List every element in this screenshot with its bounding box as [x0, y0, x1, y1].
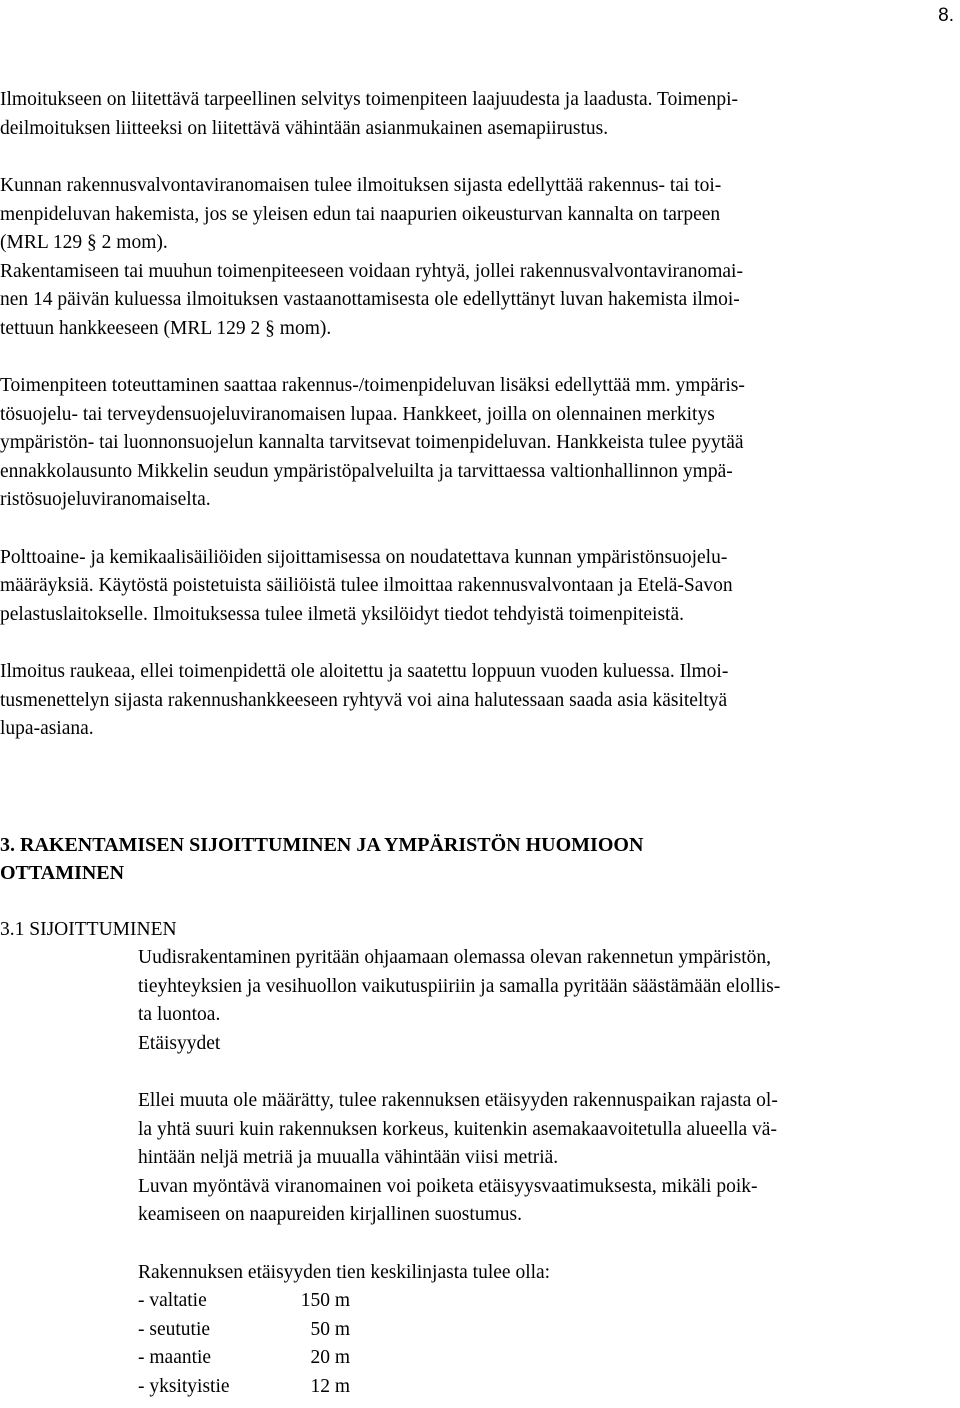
- text-line: (MRL 129 § 2 mom).: [0, 232, 168, 253]
- text-line: keamiseen on naapureiden kirjallinen suostumus.: [138, 1204, 522, 1225]
- text-line: ympäristön- tai luonnonsuojelun kannalta tarvitsevat toimenpideluvan. Hankkeista tulee pyytää: [0, 432, 744, 453]
- distances-label: Etäisyydet: [138, 1032, 221, 1054]
- list-item: [138, 1316, 952, 1345]
- section-heading: [0, 831, 952, 888]
- road-distance: 50 m: [310, 1318, 350, 1340]
- road-distance-intro: Rakennuksen etäisyyden tien keskilinjasta tulee olla:: [138, 1261, 551, 1283]
- text-line: Uudisrakentaminen pyritään ohjaamaan olemassa olevan rakennetun ympäristön,: [138, 947, 771, 968]
- text-line: ristösuojeluviranomaiselta.: [0, 489, 211, 510]
- heading-line: 3. RAKENTAMISEN SIJOITTUMINEN JA YMPÄRISTÖN HUOMIOON: [0, 833, 644, 856]
- text-line: la yhtä suuri kuin rakennuksen korkeus, kuitenkin asemakaavoitetulla alueella vä-: [138, 1118, 777, 1140]
- text-line: Ellei muuta ole määrätty, tulee rakennuksen etäisyyden rakennuspaikan rajasta ol-: [138, 1090, 778, 1111]
- heading-line: OTTAMINEN: [0, 862, 125, 884]
- text-line: Rakentamiseen tai muuhun toimenpiteeseen voidaan ryhtyä, jollei rakennusvalvontaviranomai-: [0, 260, 743, 282]
- paragraph-expiry: [0, 658, 952, 744]
- paragraph-distances: [138, 1087, 952, 1230]
- page-number: 8.: [938, 5, 954, 26]
- paragraph-siting: [138, 944, 952, 1030]
- road-type: - maantie: [138, 1347, 212, 1368]
- paragraph-attachments: [0, 86, 952, 143]
- paragraph-permit-requirement: [0, 172, 952, 343]
- paragraph-tanks: [0, 544, 952, 630]
- text-line: Toimenpiteen toteuttaminen saattaa rakennus-/toimenpideluvan lisäksi edellyttää mm. ympäris-: [0, 375, 745, 396]
- list-item: [138, 1344, 952, 1373]
- road-distance: 20 m: [310, 1347, 350, 1368]
- text-line: Polttoaine- ja kemikaalisäiliöiden sijoittamisessa on noudatettava kunnan ympäristönsuojelu-: [0, 546, 728, 568]
- text-line: tösuojelu- tai terveydensuojeluviranomaisen lupaa. Hankkeet, joilla on olennainen merkitys: [0, 403, 715, 425]
- subsection-heading: 3.1 SIJOITTUMINEN: [0, 918, 177, 940]
- text-line: tieyhteyksien ja vesihuollon vaikutuspiiriin ja samalla pyritään säästämään elollis-: [138, 975, 781, 997]
- road-distance-list: [0, 1287, 952, 1401]
- text-line: menpideluvan hakemista, jos se yleisen edun tai naapurien oikeusturvan kannalta on tarpeen: [0, 203, 721, 225]
- text-line: nen 14 päivän kuluessa ilmoituksen vastaanottamisesta ole edellyttänyt luvan hakemista ilmoi-: [0, 289, 740, 310]
- text-line: Ilmoitukseen on liitettävä tarpeellinen selvitys toimenpiteen laajuudesta ja laadusta. Toimenpi-: [0, 89, 738, 110]
- text-line: tettuun hankkeeseen (MRL 129 2 § mom).: [0, 317, 332, 339]
- document-body: [0, 86, 952, 1401]
- text-line: hintään neljä metriä ja muualla vähintään viisi metriä.: [138, 1147, 559, 1168]
- road-type: - seututie: [138, 1318, 211, 1340]
- text-line: ennakkolausunto Mikkelin seudun ympäristöpalveluilta ja tarvittaessa valtionhallinnon ympä-: [0, 460, 733, 482]
- road-distance: 12 m: [310, 1375, 350, 1397]
- text-line: määräyksiä. Käytöstä poistetuista säiliöistä tulee ilmoittaa rakennusvalvontaan ja Etelä-Savon: [0, 575, 733, 596]
- text-line: Luvan myöntävä viranomainen voi poiketa etäisyysvaatimuksesta, mikäli poik-: [138, 1175, 758, 1197]
- list-item: [138, 1373, 952, 1402]
- text-line: deilmoituksen liitteeksi on liitettävä vähintään asianmukainen asemapiirustus.: [0, 117, 609, 139]
- text-line: pelastuslaitokselle. Ilmoituksessa tulee ilmetä yksilöidyt tiedot tehdyistä toimenpiteistä.: [0, 603, 685, 625]
- list-item: [138, 1287, 952, 1316]
- text-line: tusmenettelyn sijasta rakennushankkeeseen ryhtyvä voi aina halutessaan saada asia käsiteltyä: [0, 689, 728, 711]
- text-line: Kunnan rakennusvalvontaviranomaisen tulee ilmoituksen sijasta edellyttää rakennus- tai toi-: [0, 175, 722, 196]
- text-line: lupa-asiana.: [0, 718, 94, 739]
- road-type: - valtatie: [138, 1290, 207, 1311]
- road-type: - yksityistie: [138, 1375, 230, 1397]
- text-line: Ilmoitus raukeaa, ellei toimenpidettä ole aloitettu ja saatettu loppuun vuoden kuluessa. Ilmoi-: [0, 661, 729, 682]
- paragraph-environmental-permits: [0, 372, 952, 515]
- road-distance: 150 m: [300, 1290, 350, 1311]
- text-line: ta luontoa.: [138, 1004, 221, 1025]
